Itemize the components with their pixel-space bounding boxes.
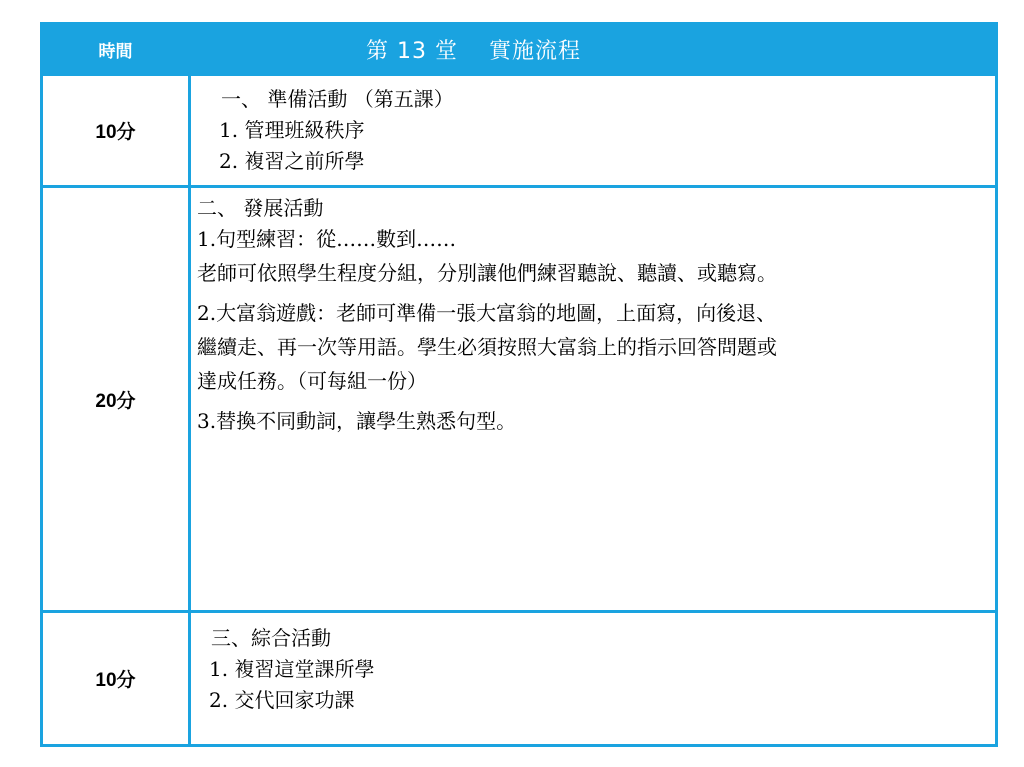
lesson-title: 第 13 堂 實施流程	[190, 24, 997, 75]
activity-item: 繼續走、再一次等用語。學生必須按照大富翁上的指示回答問題或	[197, 335, 777, 359]
time-cell: 10分	[42, 75, 190, 187]
activity-row-develop	[42, 187, 997, 612]
lesson-flow-table	[40, 22, 998, 747]
time-cell: 10分	[42, 612, 190, 746]
activity-item: 達成任務。（可每組一份）	[197, 369, 427, 393]
section-heading: 一、 準備活動 （第五課）	[221, 87, 454, 111]
activity-item: 3.替換不同動詞，讓學生熟悉句型。	[197, 409, 517, 433]
activity-item: 2.大富翁遊戲：老師可準備一張大富翁的地圖，上面寫，向後退、	[197, 301, 777, 325]
activity-content-develop	[190, 187, 997, 612]
section-heading: 二、 發展活動	[197, 196, 324, 220]
section-heading: 三、綜合活動	[211, 626, 331, 650]
activity-item: 1. 管理班級秩序	[219, 118, 365, 142]
activity-row-prepare	[42, 75, 997, 187]
activity-item: 1.句型練習：從……數到……	[197, 227, 457, 251]
header-row	[42, 24, 997, 75]
activity-content-summary	[190, 612, 997, 746]
activity-item: 老師可依照學生程度分組，分別讓他們練習聽說、聽讀、或聽寫。	[197, 261, 777, 285]
time-column-header: 時間	[42, 24, 190, 75]
activity-row-summary	[42, 612, 997, 746]
activity-item: 1. 複習這堂課所學	[209, 657, 375, 681]
time-cell: 20分	[42, 187, 190, 612]
activity-item: 2. 複習之前所學	[219, 149, 365, 173]
activity-content-prepare	[190, 75, 997, 187]
activity-item: 2. 交代回家功課	[209, 688, 355, 712]
